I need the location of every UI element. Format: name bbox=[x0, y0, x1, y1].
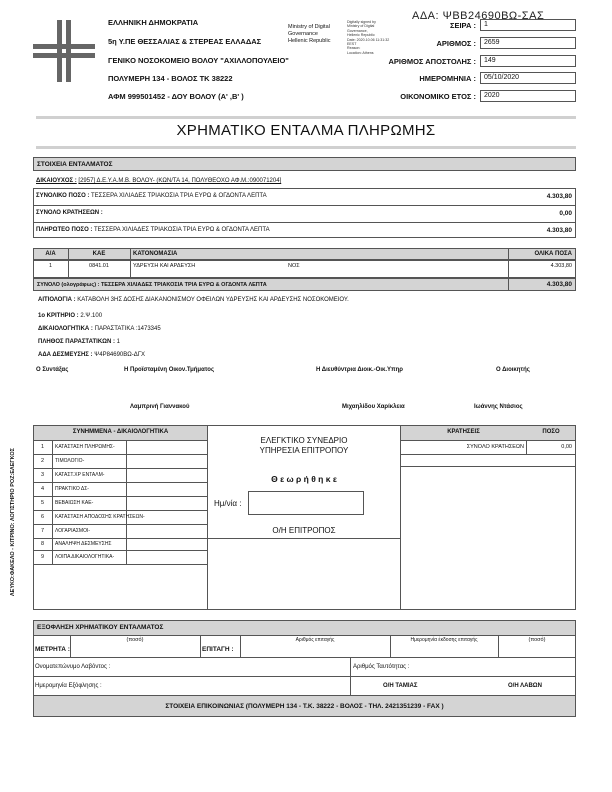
ada-watermark: ΑΔΑ: ΨΒΒ24690ΒΩ-ΣΑΣ bbox=[412, 10, 545, 22]
signer-name-3: Ιωάννης Ντάσιος bbox=[474, 404, 523, 410]
check-label: ΕΠΙΤΑΓΗ : bbox=[202, 646, 234, 653]
header-line4: ΠΟΛΥΜΕΡΗ 134 - ΒΟΛΟΣ ΤΚ 38222 bbox=[108, 74, 233, 83]
digital-signature-details: Digitally signed by Ministry of Digital Governance, Hellenic Republic Date: 2020.10.06 11:31:32 EEST Reason: Location: Athens bbox=[347, 20, 390, 55]
attachment-label: ΚΑΤΑΣΤ.ΧΡ ΕΝΤΑΛΜ- bbox=[55, 472, 105, 478]
hospital-logo bbox=[33, 20, 95, 82]
items-total-row: ΣΥΝΟΛΟ (ολογράφως) : ΤΕΣΣΕΡΑ ΧΙΛΙΑΔΕΣ ΤΡΙΑΚΟΣΙΑ ΤΡΙΑ ΕΥΡΩ & ΟΓΔΟΝΤΑ ΛΕΠΤΑ bbox=[33, 278, 576, 291]
audit-date-label: Ημ/νία : bbox=[214, 499, 242, 508]
attachment-label: ΚΑΤΑΣΤΑΣΗ ΠΛΗΡΩΜΗΣ- bbox=[55, 444, 115, 450]
date-value: 05/10/2020 bbox=[480, 72, 576, 84]
docs-row: ΔΙΚΑΙΟΛΟΓΗΤΙΚΑ : ΠΑΡΑΣΤΑΤΙΚΑ :1473345 bbox=[38, 326, 161, 332]
title-rule-top bbox=[36, 116, 576, 119]
page-title: ΧΡΗΜΑΤΙΚΟ ΕΝΤΑΛΜΑ ΠΛΗΡΩΜΗΣ bbox=[176, 122, 436, 139]
item-extra: ΝΟΣ bbox=[288, 263, 300, 269]
attachment-number: 5 bbox=[40, 500, 45, 506]
items-col-aa: Α/Α bbox=[45, 251, 56, 257]
attachments-heading: ΣΥΝΗΜΜΕΝΑ - ΔΙΚΑΙΟΛΟΓΗΤΙΚΑ bbox=[72, 429, 169, 435]
attachment-label: ΒΕΒΑΙΩΣΗ ΚΑΕ- bbox=[55, 500, 94, 506]
section-entalma-header: ΣΤΟΙΧΕΙΑ ΕΝΤΑΛΜΑΤΟΣ bbox=[33, 157, 576, 171]
attachment-label: ΚΑΤΑΣΤΑΣΗ ΑΠΟΔΟΣΗΣ ΚΡΑΤΗΣΕΩΝ- bbox=[55, 514, 145, 520]
attachment-label: ΠΡΑΚΤΙΚΟ ΔΣ- bbox=[55, 486, 89, 492]
deductions-col-name: ΚΡΑΤΗΣΕΙΣ bbox=[447, 429, 480, 435]
deductions-total-value: 0,00 bbox=[559, 210, 572, 217]
receiver-name-label: Ονοματεπώνυμο Λαβόντος : bbox=[35, 664, 111, 670]
attachment-number: 9 bbox=[40, 554, 45, 560]
signer-role-2: Η Προϊσταμένη Οικον.Τμήματος bbox=[124, 367, 215, 373]
check-amount-caption: (ποσό) bbox=[528, 637, 546, 643]
audit-date-input[interactable] bbox=[248, 491, 364, 515]
attachment-number: 6 bbox=[40, 514, 45, 520]
header-line3: ΓΕΝΙΚΟ ΝΟΣΟΚΟΜΕΙΟ ΒΟΛΟΥ "ΑΧΙΛΛΟΠΟΥΛΕΙΟ" bbox=[108, 56, 289, 65]
attachment-number: 7 bbox=[40, 528, 45, 534]
cash-label: ΜΕΤΡΗΤΑ : bbox=[35, 646, 70, 653]
receiver-label: Ο/Η ΛΑΒΩΝ bbox=[508, 683, 542, 689]
payment-date-label: Ημερομηνία Εξόφλησης : bbox=[35, 683, 102, 689]
item-kae: 0841.01 bbox=[89, 263, 109, 269]
item-amount: 4.303,80 bbox=[550, 263, 572, 269]
check-number-caption: Αριθμός επιταγής bbox=[295, 637, 335, 643]
audit-commissioner: Ο/Η ΕΠΙΤΡΟΠΟΣ bbox=[272, 526, 336, 535]
attachment-number: 1 bbox=[40, 444, 45, 450]
items-col-amount: ΟΛΙΚΑ ΠΟΣΑ bbox=[534, 251, 572, 257]
payable-amount-value: 4.303,80 bbox=[546, 227, 572, 234]
attachment-number: 2 bbox=[40, 458, 45, 464]
attachment-number: 4 bbox=[40, 486, 45, 492]
items-total-amount: 4.303,80 bbox=[546, 281, 572, 288]
beneficiary-row: ΔΙΚΑΙΟΥΧΟΣ : [2957] Δ.Ε.Υ.Α.Μ.Β. ΒΟΛΟΥ- (ΚΩΝ/ΤΑ 14, ΠΟΛΥΘΕΟΧΟ ΑΦ.Μ.:090071204] bbox=[36, 178, 282, 184]
item-name: ΥΔΡΕΥΣΗ ΚΑΙ ΑΡΔΕΥΣΗ bbox=[133, 263, 196, 269]
title-rule-bottom bbox=[36, 146, 576, 149]
header-line1: ΕΛΛΗΝΙΚΗ ΔΗΜΟΚΡΑΤΙΑ bbox=[108, 18, 199, 27]
cause-row: ΑΙΤΙΟΛΟΓΙΑ : ΚΑΤΑΒΟΛΗ 3ΗΣ ΔΟΣΗΣ ΔΙΑΚΑΝΟΝΙΣΜΟΥ ΟΦΕΙΛΩΝ ΥΔΡΕΥΣΗΣ ΚΑΙ ΑΡΔΕΥΣΗΣ ΝΟΣΟΚΟΜΕΙΟΥ. bbox=[38, 297, 349, 303]
fiscal-year-label: ΟΙΚΟΝΟΜΙΚΟ ΕΤΟΣ : bbox=[400, 92, 476, 101]
dispatch-number-value: 149 bbox=[480, 55, 576, 67]
header-line5: ΑΦΜ 999501452 - ΔΟΥ ΒΟΛΟΥ (Α' ,Β' ) bbox=[108, 92, 244, 101]
cash-amount-caption: (ποσό) bbox=[126, 637, 144, 643]
attachment-label: ΛΟΙΠΑ ΔΙΚΑΙΟΛΟΓΗΤΙΚΑ- bbox=[55, 554, 115, 560]
contact-footer-text: ΣΤΟΙΧΕΙΑ ΕΠΙΚΟΙΝΩΝΙΑΣ (ΠΟΛΥΜΕΡΗ 134 - Τ.Κ. 38222 - ΒΟΛΟΣ - ΤΗΛ. 2421351239 - FAX ) bbox=[165, 703, 444, 710]
series-label: ΣΕΙΡΑ : bbox=[449, 21, 476, 30]
signer-role-4: Ο Διοικητής bbox=[496, 367, 530, 373]
total-amount-value: 4.303,80 bbox=[546, 193, 572, 200]
attachment-label: ΤΙΜΟΛΟΓΙΟ- bbox=[55, 458, 85, 464]
number-label: ΑΡΙΘΜΟΣ : bbox=[436, 39, 476, 48]
docs-count-row: ΠΛΗΘΟΣ ΠΑΡΑΣΤΑΤΙΚΩΝ : 1 bbox=[38, 339, 120, 345]
deductions-total-label: ΣΥΝΟΛΟ ΚΡΑΤΗΣΕΩΝ bbox=[466, 444, 524, 450]
fiscal-year-value: 2020 bbox=[480, 90, 576, 102]
id-number-label: Αριθμός Ταυτότητας : bbox=[353, 664, 410, 670]
digital-signature: Ministry of Digital Governance Hellenic Republic bbox=[288, 24, 331, 44]
check-date-caption: Ημερομηνία έκδοσης επιταγής bbox=[410, 637, 478, 643]
audit-court-title: ΕΛΕΓΚΤΙΚΟ ΣΥΝΕΔΡΙΟ bbox=[260, 436, 348, 445]
dispatch-number-label: ΑΡΙΘΜΟΣ ΑΠΟΣΤΟΛΗΣ : bbox=[388, 57, 476, 66]
attachment-label: ΛΟΓΑΡΙΑΣΜΟΙ- bbox=[55, 528, 91, 534]
audit-service-title: ΥΠΗΡΕΣΙΑ ΕΠΙΤΡΟΠΟΥ bbox=[259, 446, 349, 455]
cashier-label: Ο/Η ΤΑΜΙΑΣ bbox=[383, 683, 418, 689]
items-col-kae: ΚΑΕ bbox=[92, 251, 106, 257]
audit-checked-label: Θ ε ω ρ ή θ η κ ε bbox=[271, 474, 337, 484]
signer-role-1: Ο Συντάξας bbox=[36, 367, 69, 373]
number-value: 2659 bbox=[480, 37, 576, 49]
signer-name-2: Μιχαηλίδου Χαρίκλεια bbox=[342, 404, 405, 410]
header-line2: 5η Υ.ΠΕ ΘΕΣΣΑΛΙΑΣ & ΣΤΕΡΕΑΣ ΕΛΛΑΔΑΣ bbox=[108, 37, 262, 46]
items-col-name: ΚΑΤΟΝΟΜΑΣΙΑ bbox=[133, 251, 178, 257]
attachment-number: 3 bbox=[40, 472, 45, 478]
deductions-total-row: ΣΥΝΟΛΟ ΚΡΑΤΗΣΕΩΝ : bbox=[36, 210, 103, 216]
total-amount-row: ΣΥΝΟΛΙΚΟ ΠΟΣΟ : ΤΕΣΣΕΡΑ ΧΙΛΙΑΔΕΣ ΤΡΙΑΚΟΣΙΑ ΤΡΙΑ ΕΥΡΩ & ΟΓΔΟΝΤΑ ΛΕΠΤΑ bbox=[36, 193, 267, 199]
series-value: 1 bbox=[480, 19, 576, 31]
date-label: ΗΜΕΡΟΜΗΝΙΑ : bbox=[419, 74, 476, 83]
ada-commitment-row: ΑΔΑ ΔΕΣΜΕΥΣΗΣ : Ψ4Ρ84690ΒΩ-ΔΓΧ bbox=[38, 352, 146, 358]
payable-amount-row: ΠΛΗΡΩΤΕΟ ΠΟΣΟ : ΤΕΣΣΕΡΑ ΧΙΛΙΑΔΕΣ ΤΡΙΑΚΟΣΙΑ ΤΡΙΑ ΕΥΡΩ & ΟΓΔΟΝΤΑ ΛΕΠΤΑ bbox=[36, 227, 270, 233]
signer-role-3: Η Διευθύντρια Διοικ.-Οικ.Υπηρ bbox=[316, 367, 403, 373]
item-aa: 1 bbox=[48, 263, 53, 269]
deductions-total-amount: 0,00 bbox=[561, 444, 572, 450]
criterion-row: 1ο ΚΡΙΤΗΡΙΟ : 2.Ψ.100 bbox=[38, 313, 103, 319]
attachment-number: 8 bbox=[40, 541, 45, 547]
payment-heading: ΕΞΟΦΛΗΣΗ ΧΡΗΜΑΤΙΚΟΥ ΕΝΤΑΛΜΑΤΟΣ bbox=[37, 624, 164, 631]
side-copy-note: ΛΕΥΚΟ:ΦΑΚΕΛΟ - ΚΙΤΡΙΝΟ: ΛΟΓΙΣΤΗΡΙΟ ΡΟΖ:ΕΛΕΓΚΟΣ bbox=[10, 448, 16, 596]
signer-name-1: Λαμπρινή Γιαννακού bbox=[130, 404, 190, 410]
deductions-col-amount: ΠΟΣΟ bbox=[542, 429, 560, 435]
attachment-label: ΑΝΑΛΗΨΗ ΔΕΣΜΕΥΣΗΣ bbox=[55, 541, 112, 547]
